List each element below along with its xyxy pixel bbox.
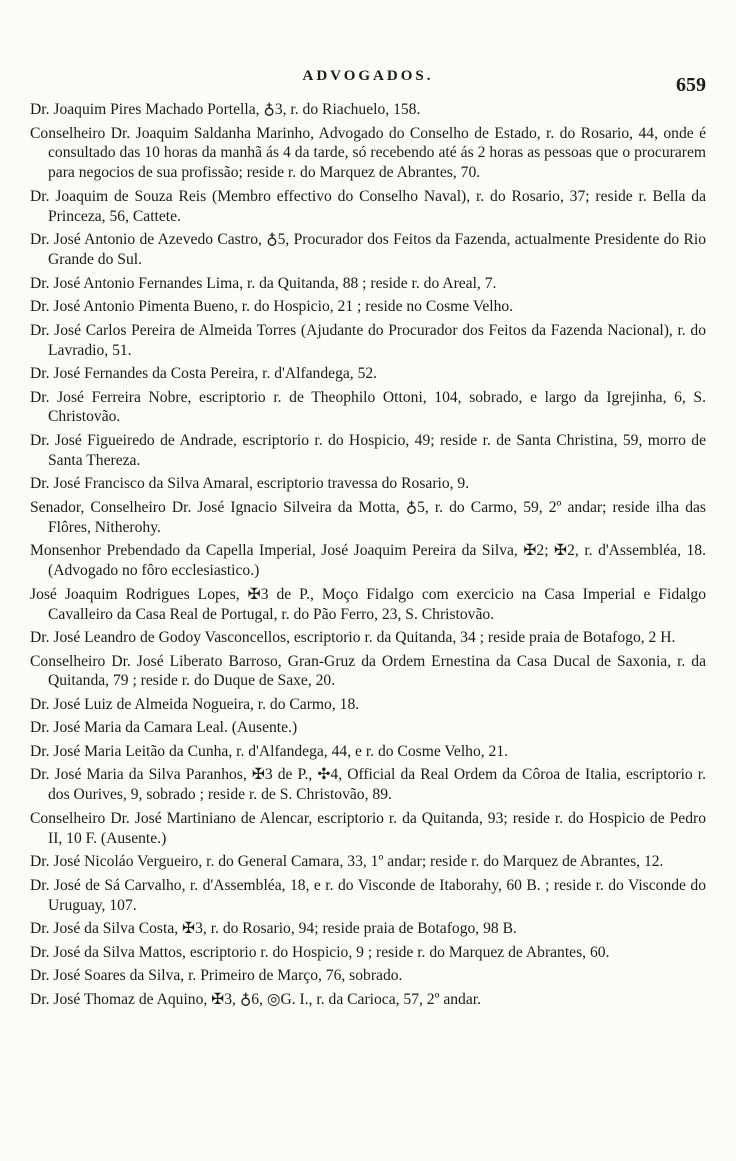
directory-entry: Senador, Conselheiro Dr. José Ignacio Silveira da Motta, ♁5, r. do Carmo, 59, 2º andar; reside ilha das Flôres, Nitherohy. [30, 498, 706, 536]
page-number: 659 [676, 74, 706, 96]
directory-entry: Dr. José Francisco da Silva Amaral, escriptorio travessa do Rosario, 9. [30, 475, 470, 493]
directory-entry: José Joaquim Rodrigues Lopes, ✠3 de P., Moço Fidalgo com exercicio na Casa Imperial e Fidalgo Cavalleiro da Casa Real de Portugal, r. do Pão Ferro, 23, S. Christovão. [30, 585, 706, 623]
directory-entry: Dr. José Soares da Silva, r. Primeiro de Março, 76, sobrado. [30, 967, 403, 985]
directory-entry: Dr. Joaquim Pires Machado Portella, ♁3, r. do Riachuelo, 158. [30, 101, 421, 118]
directory-entry: Conselheiro Dr. José Liberato Barroso, Gran-Gruz da Ordem Ernestina da Casa Ducal de Saxonia, r. da Quitanda, 79 ; reside r. do Duque de Saxe, 20. [30, 652, 706, 690]
directory-entry: Dr. José Fernandes da Costa Pereira, r. d'Alfandega, 52. [30, 365, 378, 383]
directory-entry: Dr. José Nicoláo Vergueiro, r. do General Camara, 33, 1º andar; reside r. do Marquez de Abrantes, 12. [30, 853, 664, 871]
directory-entry: Dr. José Ferreira Nobre, escriptorio r. de Theophilo Ottoni, 104, sobrado, e largo da Igrejinha, 6, S. Christovão. [30, 388, 706, 426]
directory-entries [30, 100, 706, 1013]
directory-entry: Dr. José Maria Leitão da Cunha, r. d'Alfandega, 44, e r. do Cosme Velho, 21. [30, 742, 509, 760]
directory-entry: Monsenhor Prebendado da Capella Imperial, José Joaquim Pereira da Silva, ✠2; ✠2, r. d'Assembléa, 18. (Advogado no fôro ecclesiastico.) [30, 542, 706, 580]
directory-entry: Dr. José da Silva Costa, ✠3, r. do Rosario, 94; reside praia de Botafogo, 98 B. [30, 920, 517, 938]
directory-entry: Dr. José Carlos Pereira de Almeida Torres (Ajudante do Procurador dos Feitos da Fazenda Nacional), r. do Lavradio, 51. [30, 321, 706, 359]
directory-entry: Dr. José Thomaz de Aquino, ✠3, ♁6, ◎G. I., r. da Carioca, 57, 2º andar. [30, 990, 482, 1008]
directory-entry: Dr. Joaquim de Souza Reis (Membro effectivo do Conselho Naval), r. do Rosario, 37; reside r. Bella da Princeza, 56, Cattete. [30, 187, 706, 225]
directory-entry: Dr. José Antonio Pimenta Bueno, r. do Hospicio, 21 ; reside no Cosme Velho. [30, 298, 514, 316]
directory-entry: Dr. José de Sá Carvalho, r. d'Assembléa, 18, e r. do Visconde de Itaborahy, 60 B. ; reside r. do Visconde do Uruguay, 107. [30, 876, 706, 914]
directory-entry: Dr. José Maria da Silva Paranhos, ✠3 de P., ✣4, Official da Real Ordem da Côroa de Italia, escriptorio r. dos Ourives, 9, sobrado ; reside r. de S. Christovão, 89. [30, 766, 706, 804]
directory-entry: Dr. José Maria da Camara Leal. (Ausente.) [30, 719, 298, 737]
page-header [30, 64, 706, 96]
directory-entry: Dr. José Figueiredo de Andrade, escriptorio r. do Hospicio, 49; reside r. de Santa Christina, 59, morro de Santa Thereza. [30, 431, 706, 469]
directory-entry: Conselheiro Dr. Joaquim Saldanha Marinho, Advogado do Conselho de Estado, r. do Rosario, 44, onde é consultado das 10 horas da manhã ás 4 da tarde, só recebendo até ás 2 horas as pessoas que o procurarem para negocios de sua profissão; reside r. do Marquez de Abrantes, 70. [30, 124, 706, 182]
directory-entry: Dr. José Antonio de Azevedo Castro, ♁5, Procurador dos Feitos da Fazenda, actualmente Presidente do Rio Grande do Sul. [30, 231, 706, 269]
directory-entry: Dr. José Antonio Fernandes Lima, r. da Quitanda, 88 ; reside r. do Areal, 7. [30, 274, 497, 292]
directory-entry: Dr. José Leandro de Godoy Vasconcellos, escriptorio r. da Quitanda, 34 ; reside praia de Botafogo, 2 H. [30, 629, 676, 647]
running-title: ADVOGADOS. [302, 68, 434, 84]
directory-entry: Dr. José da Silva Mattos, escriptorio r. do Hospicio, 9 ; reside r. do Marquez de Abrantes, 60. [30, 943, 610, 961]
directory-entry: Dr. José Luiz de Almeida Nogueira, r. do Carmo, 18. [30, 695, 360, 713]
directory-entry: Conselheiro Dr. José Martiniano de Alencar, escriptorio r. da Quitanda, 93; reside r. do Hospicio de Pedro II, 10 F. (Ausente.) [30, 809, 706, 847]
